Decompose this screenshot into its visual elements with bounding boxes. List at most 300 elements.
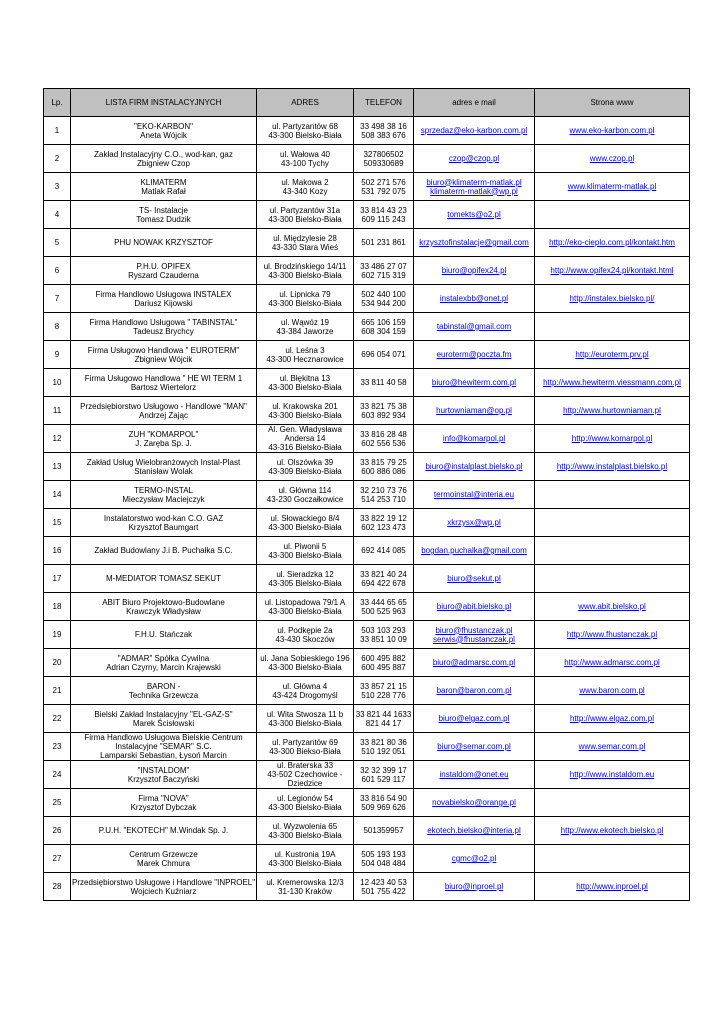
phone-line: 501 231 861 (361, 238, 406, 247)
firm-line: ZUH "KOMARPOL" (128, 429, 199, 439)
firm-cell (71, 397, 257, 425)
address-cell (257, 509, 354, 537)
lp-cell: 20 (44, 649, 71, 677)
email-cell (414, 341, 535, 369)
firm-line: PHU NOWAK KRZYSZTOF (114, 238, 213, 247)
phone-cell (354, 145, 414, 173)
phone-line: 33 822 19 12 (360, 513, 407, 523)
email-link[interactable]: baron@baron.com.pl (436, 686, 512, 695)
phone-line: 33 857 21 15 (360, 681, 407, 691)
firm-line: TERMO-INSTAL (134, 485, 193, 495)
phone-line: 502 440 100 (361, 289, 406, 299)
phone-line: 33 811 40 58 (360, 378, 407, 387)
email-link[interactable]: biuro@inproel.pl (444, 882, 504, 891)
address-cell (257, 621, 354, 649)
address-line: 43-300 Bielsko-Biała (268, 662, 342, 672)
phone-cell (354, 117, 414, 145)
website-link[interactable]: www.abit.bielsko.pl (578, 602, 646, 611)
address-line: ul. Kustronia 19A (274, 849, 336, 859)
email-link[interactable]: hurtowniaman@op.pl (436, 406, 512, 415)
firm-cell (71, 481, 257, 509)
email-cell (414, 817, 535, 845)
www-cell (535, 313, 690, 341)
address-line: 43-300 Bielsko-Biała (268, 550, 342, 560)
phone-cell (354, 341, 414, 369)
address-line: 43-300 Hecznarowice (266, 354, 344, 364)
www-cell (535, 341, 690, 369)
table-header-row (44, 89, 690, 117)
website-link[interactable]: www.baron.com.pl (579, 686, 645, 695)
email-link[interactable]: biuro@klimaterm-matlak.pl (426, 177, 522, 187)
address-cell (257, 481, 354, 509)
phone-cell (354, 817, 414, 845)
firm-line: "EKO-KARBON" (133, 121, 194, 131)
address-line: 31-130 Kraków (278, 886, 332, 896)
firm-line: Przedsiębiorstwo Usługowo - Handlowe "MAN" (80, 401, 247, 411)
email-link[interactable]: biuro@elgaz.com.pl (438, 714, 510, 723)
email-link[interactable]: euroterm@poczta.fm (436, 350, 512, 359)
table-row (44, 145, 690, 173)
address-line: ul. Jana Sobieskiego 196 (260, 653, 350, 663)
phone-cell (354, 593, 414, 621)
www-cell (535, 369, 690, 397)
address-line: 43-300 Biekso-Biała (269, 746, 341, 756)
table-row (44, 397, 690, 425)
lp-cell: 6 (44, 257, 71, 285)
www-cell (535, 285, 690, 313)
www-cell (535, 789, 690, 817)
phone-cell (354, 789, 414, 817)
email-link[interactable]: sprzedaz@eko-karbon.com.pl (420, 126, 528, 135)
phone-line: 12 423 40 53 (360, 877, 407, 887)
phone-line: 33 486 27 07 (360, 261, 407, 271)
header-phone: TELEFON (354, 89, 414, 117)
address-line: 43-300 Bielsko-Biała (268, 298, 342, 308)
website-link[interactable]: http://www.komarpol.pl (571, 434, 653, 443)
website-link[interactable]: http://www.ekotech.bielsko.pl (560, 826, 664, 835)
firm-line: Krzysztof Dybczak (130, 802, 197, 812)
phone-line: 600 495 887 (361, 662, 406, 672)
phone-line: 32 32 399 17 (360, 765, 407, 775)
firm-line: Stanisław Wolak (134, 466, 193, 476)
phone-line: 531 792 075 (361, 186, 406, 196)
firm-cell (71, 845, 257, 873)
lp-cell: 3 (44, 173, 71, 201)
firm-line: Zbigniew Czop (137, 158, 190, 168)
address-line: Andersa 14 (284, 434, 326, 443)
table-row (44, 117, 690, 145)
phone-line: 33 821 75 38 (360, 401, 407, 411)
www-cell (535, 453, 690, 481)
address-cell (257, 845, 354, 873)
firm-cell (71, 509, 257, 537)
email-cell (414, 649, 535, 677)
email-link[interactable]: biuro@fhustanczak.pl (435, 625, 513, 635)
firm-line: Dariusz Kijowski (134, 298, 193, 308)
email-cell (414, 257, 535, 285)
lp-cell: 15 (44, 509, 71, 537)
address-line: ul. Kremerowska 12/3 (266, 877, 344, 887)
website-link[interactable]: http://www.inproel.pl (576, 882, 648, 891)
phone-line: 696 054 071 (361, 350, 406, 359)
installation-firms-table (43, 88, 690, 901)
website-link[interactable]: http://euroterm.prv.pl (575, 350, 649, 359)
lp-cell: 4 (44, 201, 71, 229)
phone-cell (354, 425, 414, 453)
firm-cell (71, 369, 257, 397)
address-cell (257, 285, 354, 313)
email-link[interactable]: bogdan.puchalka@gmail.com (421, 546, 527, 555)
email-cell (414, 425, 535, 453)
phone-cell (354, 705, 414, 733)
table-row (44, 509, 690, 537)
email-cell (414, 593, 535, 621)
email-link[interactable]: biuro@instalplast.bielsko.pl (425, 462, 523, 471)
address-line: 43-300 Bielsko-Biała (268, 606, 342, 616)
phone-line: 33 815 79 25 (360, 457, 407, 467)
phone-line: 600 886 086 (361, 466, 406, 476)
website-link[interactable]: www.klimaterm-matlak.pl (567, 182, 657, 191)
phone-line: 500 525 963 (361, 606, 406, 616)
email-link[interactable]: czop@czop.pl (448, 154, 500, 163)
header-email: adres e mail (414, 89, 535, 117)
address-cell (257, 565, 354, 593)
address-line: 43-300 Bielsko-Biała (268, 830, 342, 840)
address-line: 43-100 Tychy (281, 158, 329, 168)
firm-cell (71, 593, 257, 621)
table-row (44, 565, 690, 593)
firm-line: Firma Usługowo Handlowa " HE WI TERM 1 (84, 373, 243, 383)
address-line: ul. Legionów 54 (276, 793, 334, 803)
lp-cell: 12 (44, 425, 71, 453)
phone-cell (354, 873, 414, 901)
lp-cell: 9 (44, 341, 71, 369)
firm-line: Firma Usługowo Handlowa " EUROTERM" (87, 345, 240, 355)
phone-line: 33 816 28 48 (360, 429, 407, 439)
website-link[interactable]: http://www.fhustanczak.pl (566, 630, 658, 639)
website-link[interactable]: http://www.opifex24.pl/kontakt.html (550, 266, 674, 275)
firm-line: Marek Chmura (137, 858, 190, 868)
firm-line: Zbigniew Wójcik (134, 354, 193, 364)
table-row (44, 873, 690, 901)
address-line: 43-300 Bielsko-Biała (268, 858, 342, 868)
table-row (44, 257, 690, 285)
firm-line: Andrzej Zając (139, 410, 188, 420)
email-cell (414, 201, 535, 229)
phone-cell (354, 229, 414, 257)
website-link[interactable]: http://www.hewiterm.viessmann.com.pl (543, 378, 681, 387)
phone-line: 33 444 65 65 (360, 597, 407, 607)
firm-cell (71, 789, 257, 817)
phone-line: 501 755 422 (361, 886, 406, 896)
firm-cell (71, 733, 257, 761)
firm-line: Instalacyjne "SEMAR" S.C. (115, 742, 212, 751)
table-row (44, 481, 690, 509)
firm-line: Marek Ścisłowski (132, 718, 195, 728)
firm-line: Krzysztof Baumgart (128, 522, 199, 532)
address-cell (257, 173, 354, 201)
website-link[interactable]: http://instalex.bielsko.pl/ (569, 294, 655, 303)
www-cell (535, 117, 690, 145)
firm-cell (71, 565, 257, 593)
table-row (44, 789, 690, 817)
phone-cell (354, 397, 414, 425)
firm-cell (71, 257, 257, 285)
address-cell (257, 117, 354, 145)
email-link[interactable]: serwis@fhustanczak.pl (433, 634, 515, 644)
address-line: 43-300 Bielsko-Biała (268, 718, 342, 728)
phone-cell (354, 453, 414, 481)
address-line: 43-300 Bielsko-Biała (268, 382, 342, 392)
phone-cell (354, 677, 414, 705)
address-line: ul. Wita Stwosza 11 b (266, 709, 344, 719)
firm-line: Zakład Instalacyjny C.O., wod-kan, gaz (94, 149, 233, 159)
phone-cell (354, 173, 414, 201)
phone-line: 33 821 40 24 (360, 569, 407, 579)
address-line: ul. Leśna 3 (285, 345, 325, 355)
phone-line: 602 715 319 (361, 270, 406, 280)
email-link[interactable]: biuro@semar.com.pl (437, 742, 511, 751)
address-line: ul. Sieradzka 12 (276, 569, 334, 579)
firm-line: Ryszard Czauderna (128, 270, 199, 280)
firm-line: Krawczyk Władysław (126, 606, 201, 616)
phone-line: 33 851 10 09 (360, 634, 407, 644)
email-cell (414, 621, 535, 649)
phone-line: 609 115 243 (361, 214, 406, 224)
lp-cell: 25 (44, 789, 71, 817)
firm-line: Firma Handlowo Usługowa INSTALEX (95, 289, 232, 299)
address-line: 43-230 Goczałkowice (266, 494, 344, 504)
phone-line: 821 44 17 (365, 718, 402, 728)
address-line: ul. Wyzwolenia 65 (272, 821, 338, 831)
lp-cell: 24 (44, 761, 71, 789)
email-cell (414, 481, 535, 509)
website-link[interactable]: www.eko-karbon.com.pl (569, 126, 655, 135)
lp-cell: 2 (44, 145, 71, 173)
email-cell (414, 285, 535, 313)
www-cell (535, 873, 690, 901)
phone-line: 608 304 159 (361, 326, 406, 336)
lp-cell: 18 (44, 593, 71, 621)
lp-cell: 7 (44, 285, 71, 313)
email-link[interactable]: ekotech.bielsko@interia.pl (427, 826, 521, 835)
address-cell (257, 761, 354, 789)
address-line: 43-309 Bielsko-Biała (268, 466, 342, 476)
phone-line: 694 422 678 (361, 578, 406, 588)
email-link[interactable]: xkrzysx@wp.pl (447, 518, 501, 527)
table-row (44, 733, 690, 761)
address-cell (257, 369, 354, 397)
lp-cell: 28 (44, 873, 71, 901)
firm-line: Matlak Rafał (141, 186, 186, 196)
email-cell (414, 733, 535, 761)
phone-cell (354, 537, 414, 565)
www-cell (535, 145, 690, 173)
website-link[interactable]: www.czop.pl (589, 154, 635, 163)
address-line: ul. Partyzantów 68 (272, 121, 338, 131)
address-line: 43-502 Czechowice - (267, 770, 343, 779)
address-cell (257, 201, 354, 229)
address-line: ul. Główna 114 (278, 485, 332, 495)
address-line: ul. Wałowa 40 (280, 149, 330, 159)
address-cell (257, 453, 354, 481)
phone-cell (354, 565, 414, 593)
www-cell (535, 677, 690, 705)
address-line: 43-384 Jaworze (276, 326, 334, 336)
address-line: ul. Główna 4 (282, 681, 328, 691)
lp-cell: 5 (44, 229, 71, 257)
phone-line: 33 498 38 16 (360, 121, 407, 131)
email-link[interactable]: biuro@opifex24.pl (441, 266, 507, 275)
email-link[interactable]: instaldom@onet.eu (439, 770, 509, 779)
address-cell (257, 257, 354, 285)
phone-line: 510 192 051 (361, 746, 406, 756)
www-cell (535, 425, 690, 453)
phone-line: 665 106 159 (361, 317, 406, 327)
email-link[interactable]: biuro@abit.bielsko.pl (436, 602, 512, 611)
website-link[interactable]: http://www.elgaz.com.pl (569, 714, 655, 723)
www-cell (535, 201, 690, 229)
phone-cell (354, 733, 414, 761)
header-firm: LISTA FIRM INSTALACYJNYCH (71, 89, 257, 117)
firm-line: Centrum Grzewcze (129, 849, 198, 859)
address-line: 43-300 Bielsko-Biała (268, 802, 342, 812)
phone-cell (354, 845, 414, 873)
phone-line: 514 253 710 (361, 494, 406, 504)
firm-line: Bielski Zakład Instalacyjny "EL-GAZ-S" (94, 709, 233, 719)
email-cell (414, 229, 535, 257)
phone-line: 508 383 676 (361, 130, 406, 140)
phone-cell (354, 761, 414, 789)
phone-cell (354, 285, 414, 313)
email-link[interactable]: info@komarpol.pl (442, 434, 506, 443)
firm-cell (71, 705, 257, 733)
www-cell (535, 481, 690, 509)
email-cell (414, 705, 535, 733)
email-link[interactable]: biuro@admarsc.com.pl (432, 658, 516, 667)
firm-line: "ADMAR" Spółka Cywilna (117, 653, 210, 663)
website-link[interactable]: www.semar.com.pl (578, 742, 646, 751)
www-cell (535, 705, 690, 733)
email-link[interactable]: novabielsko@orange.pl (432, 798, 516, 807)
firm-line: Firma Handlowo Usługowa Bielskie Centrum (84, 733, 243, 742)
email-link[interactable]: instalexbb@onet.pl (439, 294, 509, 303)
table-row (44, 341, 690, 369)
phone-line: 33 814 43 23 (360, 205, 407, 215)
address-line: ul. Partyzantów 69 (272, 737, 338, 747)
email-cell (414, 369, 535, 397)
website-link[interactable]: http://eko-cieplo.com.pl/kontakt.htm (549, 238, 675, 247)
firm-cell (71, 313, 257, 341)
phone-cell (354, 313, 414, 341)
phone-line: 509 969 626 (361, 802, 406, 812)
address-line: ul. Słowackiego 8/4 (270, 513, 340, 523)
address-line: ul. Podkępie 2a (277, 625, 333, 635)
address-cell (257, 313, 354, 341)
email-link[interactable]: biuro@sekut.pl (447, 574, 501, 583)
email-link[interactable]: cgmc@o2.pl (451, 854, 497, 863)
address-cell (257, 397, 354, 425)
firm-cell (71, 425, 257, 453)
email-link[interactable]: krzysztofinstalacje@gmail.com (419, 238, 529, 247)
email-cell (414, 397, 535, 425)
website-link[interactable]: http://www.hurtowniaman.pl (563, 406, 661, 415)
address-line: ul. Brodzińskiego 14/11 (263, 261, 347, 271)
phone-line: 505 193 193 (361, 849, 406, 859)
phone-cell (354, 369, 414, 397)
lp-cell: 1 (44, 117, 71, 145)
address-line: 43-340 Kozy (282, 186, 328, 196)
lp-cell: 21 (44, 677, 71, 705)
address-cell (257, 425, 354, 453)
firm-line: P.H.U. OPIFEX (136, 261, 191, 271)
email-cell (414, 509, 535, 537)
address-cell (257, 873, 354, 901)
address-line: 43-316 Bielsko-Biała (268, 443, 342, 452)
www-cell (535, 509, 690, 537)
address-cell (257, 705, 354, 733)
table-row (44, 453, 690, 481)
email-cell (414, 845, 535, 873)
lp-cell: 19 (44, 621, 71, 649)
email-link[interactable]: tomekts@o2.pl (447, 210, 501, 219)
phone-line: 603 892 934 (361, 410, 406, 420)
www-cell (535, 229, 690, 257)
phone-cell (354, 481, 414, 509)
lp-cell: 16 (44, 537, 71, 565)
www-cell (535, 649, 690, 677)
email-cell (414, 873, 535, 901)
firm-cell (71, 201, 257, 229)
email-link[interactable]: biuro@hewiterm.com.pl (431, 378, 517, 387)
firm-cell (71, 761, 257, 789)
www-cell (535, 761, 690, 789)
phone-line: 510 228 776 (361, 690, 406, 700)
table-row (44, 369, 690, 397)
table-row (44, 313, 690, 341)
email-cell (414, 789, 535, 817)
website-link[interactable]: http://www.admarsc.com.pl (564, 658, 660, 667)
firm-line: Krzysztof Baczyński (127, 774, 200, 784)
firm-cell (71, 285, 257, 313)
phone-line: 692 414 085 (361, 546, 406, 555)
header-address: ADRES (257, 89, 354, 117)
table-row (44, 537, 690, 565)
email-link[interactable]: klimaterm-matlak@wp.pl (430, 186, 518, 196)
address-line: 43-330 Stara Wieś (271, 242, 339, 252)
firm-cell (71, 677, 257, 705)
address-line: 43-300 Bielsko-Biała (268, 410, 342, 420)
email-link[interactable]: termoinstal@interia.eu (433, 490, 515, 499)
lp-cell: 10 (44, 369, 71, 397)
table-row (44, 705, 690, 733)
website-link[interactable]: http://www.instalplast.bielsko.pl (556, 462, 668, 471)
address-cell (257, 817, 354, 845)
website-link[interactable]: http://www.instaldom.eu (569, 770, 655, 779)
address-cell (257, 593, 354, 621)
email-link[interactable]: tabinstal@gmail.com (436, 322, 512, 331)
firm-cell (71, 145, 257, 173)
phone-line: 501359957 (363, 826, 404, 835)
address-line: 43-300 Bielsko-Biała (268, 130, 342, 140)
table-row (44, 173, 690, 201)
phone-line: 602 556 536 (361, 438, 406, 448)
firm-line: TS- Instalacje (139, 205, 188, 215)
www-cell (535, 537, 690, 565)
phone-cell (354, 621, 414, 649)
address-line: 43-300 Bielsko-Biała (268, 214, 342, 224)
firm-cell (71, 229, 257, 257)
